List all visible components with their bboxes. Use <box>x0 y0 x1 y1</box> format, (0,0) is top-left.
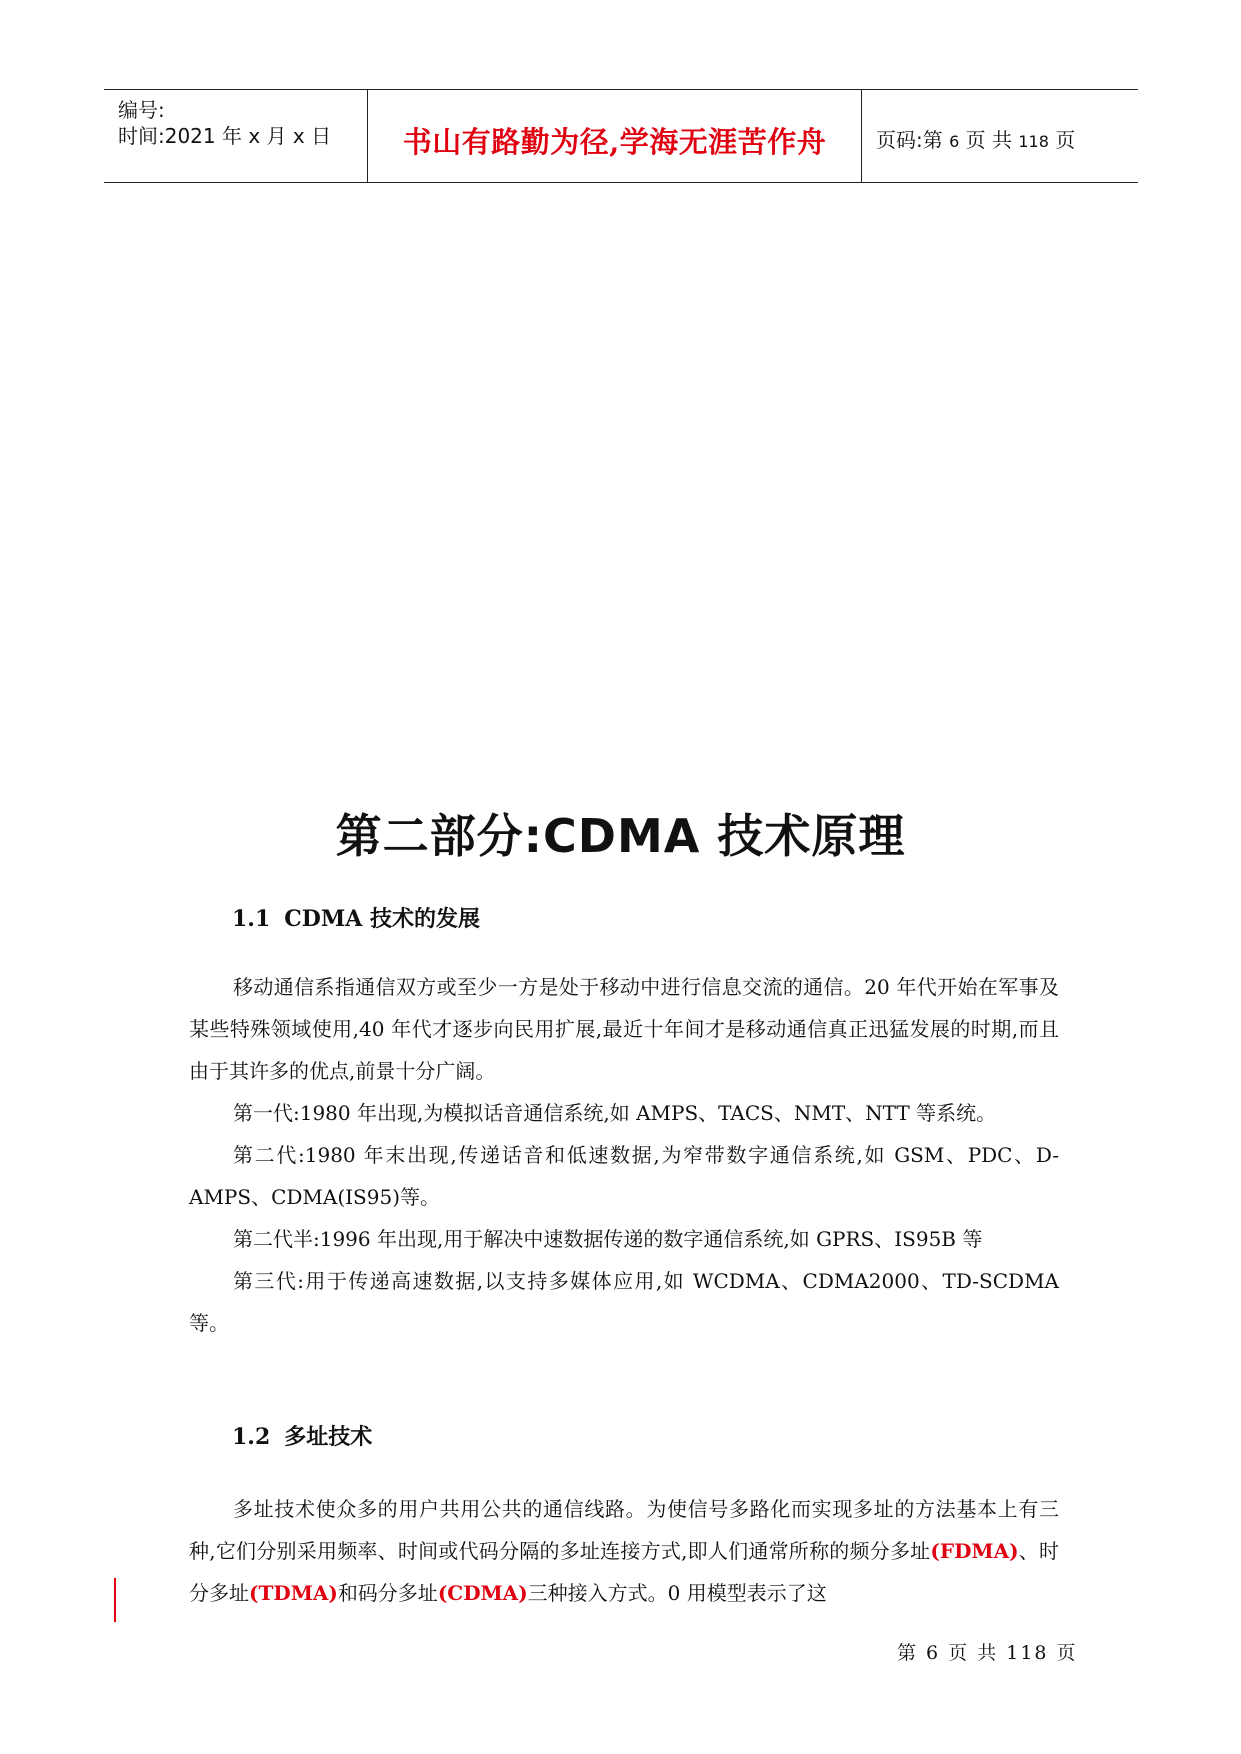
para-text: 和码分多址 <box>337 1581 438 1605</box>
part-title: 第二部分:CDMA 技术原理 <box>335 809 906 863</box>
para-text: 三种接入方式。0 用模型表示了这 <box>527 1581 827 1605</box>
page-suffix: 页 <box>1055 128 1076 152</box>
cdma-term: (CDMA) <box>437 1581 528 1605</box>
header-meta-cell <box>104 90 368 182</box>
header-motto-cell <box>368 90 862 182</box>
revision-bar <box>114 1578 116 1622</box>
number-label: 编号: <box>118 98 165 122</box>
paragraph: 第一代:1980 年出现,为模拟话音通信系统,如 AMPS、TACS、NMT、NTT 等系统。 <box>233 1101 997 1125</box>
paragraph: 第二代:1980 年末出现,传递话音和低速数据,为窄带数字通信系统,如 GSM、PDC、D-AMPS、CDMA(IS95)等。 <box>189 1143 1059 1209</box>
section-number: 1.1 <box>232 906 271 932</box>
paragraph: 第三代:用于传递高速数据,以支持多媒体应用,如 WCDMA、CDMA2000、TD-SCDMA 等。 <box>189 1269 1059 1335</box>
fdma-term: (FDMA) <box>930 1539 1019 1563</box>
section-heading-1-1 <box>232 902 480 933</box>
motto: 书山有路勤为径,学海无涯苦作舟 <box>402 125 827 159</box>
page-footer: 第 6 页 共 118 页 <box>897 1642 1078 1664</box>
paragraph: 第二代半:1996 年出现,用于解决中速数据传递的数字通信系统,如 GPRS、IS95B 等 <box>233 1227 983 1251</box>
page-total: 118 <box>1018 132 1049 151</box>
paragraph-multiple-access <box>189 1488 1059 1614</box>
section-title: CDMA 技术的发展 <box>284 906 480 932</box>
header-page-cell <box>862 90 1138 182</box>
para-text: 、时分多址 <box>189 1539 1060 1605</box>
section-title: 多址技术 <box>284 1424 373 1450</box>
paragraph: 移动通信系指通信双方或至少一方是处于移动中进行信息交流的通信。20 年代开始在军事及某些特殊领域使用,40 年代才逐步向民用扩展,最近十年间才是移动通信真正迅猛发展的时期,而且由于其许多的优点,前景十分广阔。 <box>189 975 1059 1083</box>
para-text: 多址技术使众多的用户共用公共的通信线路。为使信号多路化而实现多址的方法基本上有三种,它们分别采用频率、时间或代码分隔的多址连接方式,即人们通常所称的频分多址 <box>189 1497 1059 1563</box>
page-indicator <box>876 124 1075 153</box>
page-header <box>104 89 1138 183</box>
section-heading-1-2 <box>232 1420 372 1451</box>
tdma-term: (TDMA) <box>249 1581 338 1605</box>
page-current: 6 <box>949 132 960 151</box>
page-prefix: 页码:第 <box>876 128 943 152</box>
time-label: 时间:2021 年 x 月 x 日 <box>118 124 332 148</box>
page-mid: 页 共 <box>965 128 1013 152</box>
section-number: 1.2 <box>232 1424 271 1450</box>
